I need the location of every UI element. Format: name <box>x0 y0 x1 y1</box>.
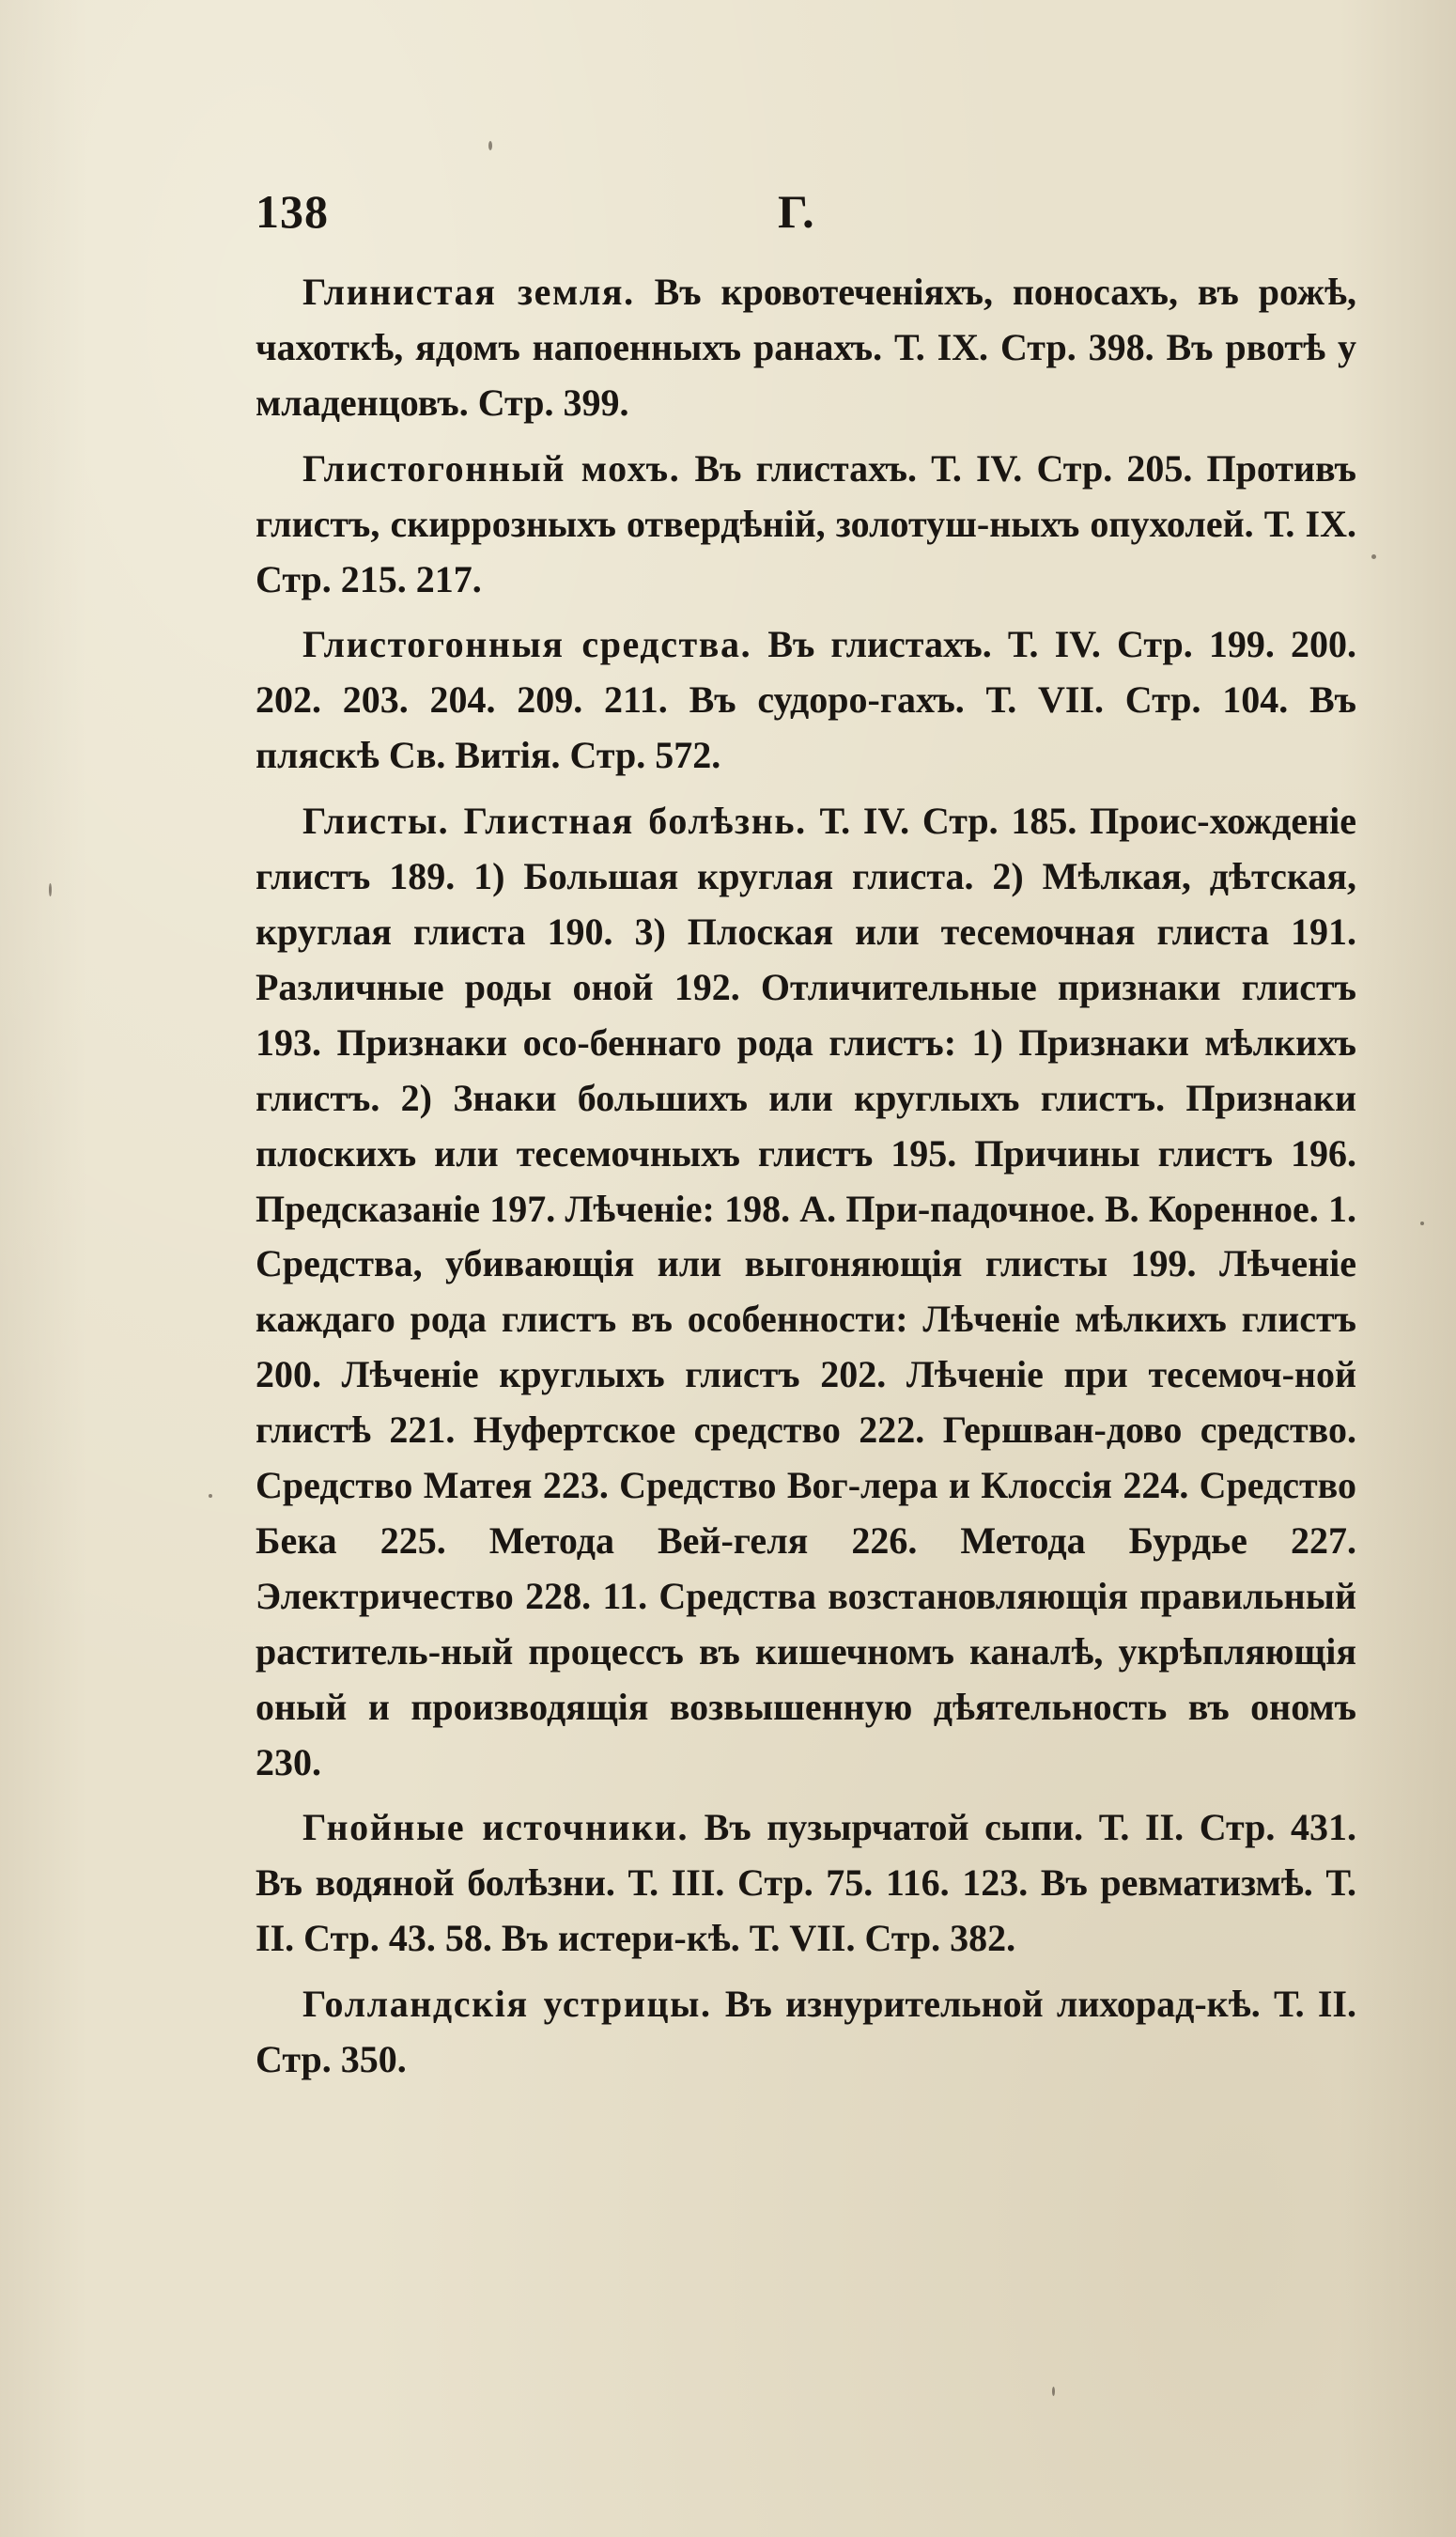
index-entry <box>256 617 1356 784</box>
index-entry <box>256 1977 1356 2088</box>
entry-text: Въ глистахъ. Т. IV. Стр. 205. Противъ глистъ, скиррозныхъ отвердѣній, золотуш-ныхъ опухолей. Т. IX. Стр. 215. 217. <box>256 446 1356 600</box>
index-entry <box>256 442 1356 608</box>
paper-speck <box>1420 1222 1424 1225</box>
entry-text: Въ кровотеченіяхъ, поносахъ, въ рожѣ, чахоткѣ, ядомъ напоенныхъ ранахъ. Т. IX. Стр. 398. Въ рвотѣ у младенцовъ. Стр. 399. <box>256 271 1356 424</box>
paper-speck <box>209 1494 212 1498</box>
paper-speck <box>49 883 52 896</box>
entry-headword: Глистогонный мохъ. <box>302 446 681 490</box>
page-number: 138 <box>256 185 329 238</box>
entry-headword: Гнойные источники. <box>302 1806 689 1849</box>
entry-headword: Глисты. Глистная болѣзнь. <box>302 800 807 843</box>
running-head <box>256 184 1364 250</box>
paper-speck <box>488 141 492 150</box>
section-letter: Г. <box>778 185 814 238</box>
entry-headword: Глистогонныя средства. <box>302 623 752 666</box>
entry-headword: Голландскія устрицы. <box>302 1983 712 2026</box>
entry-text: Въ пузырчатой сыпи. Т. II. Стр. 431. Въ водяной болѣзни. Т. III. Стр. 75. 116. 123. Въ ревматизмѣ. Т. II. Стр. 43. 58. Въ истери-кѣ. Т. VII. Стр. 382. <box>256 1806 1357 1960</box>
paper-speck <box>1052 2387 1055 2396</box>
entry-text: Т. IV. Стр. 185. Проис-хожденіе глистъ 189. 1) Большая круглая глиста. 2) Мѣлкая, дѣтская, круглая глиста 190. 3) Плоская или тесемочная глиста 191. Различные роды оной 192. Отличительные признаки глистъ 193. Признаки осо-беннаго рода глистъ: 1) Признаки мѣлкихъ глистъ. 2) Знаки большихъ или круглыхъ глистъ. Признаки плоскихъ или тесемочныхъ глистъ 195. Причины глистъ 196. Предсказаніе 197. Лѣченіе: 198. А. При-падочное. В. Коренное. 1. Средства, убивающія или выгоняющія глисты 199. Лѣченіе каждаго рода глистъ въ особенности: Лѣченіе мѣлкихъ глистъ 200. Лѣченіе круглыхъ глистъ 202. Лѣченіе при тесемоч-ной глистѣ 221. Нуфертское средство 222. Гершван-дово средство. Средство Матея 223. Средство Вог-лера и Клоссія 224. Средство Бека 225. Метода Вей-геля 226. Метода Бурдье 227. Электричество 228. 11. Средства возстановляющія правильный раститель-ный процессъ въ кишечномъ каналѣ, укрѣпляющія оный и производящія возвышенную дѣятельность въ ономъ 230. <box>256 800 1356 1783</box>
entry-headword: Глинистая земля. <box>302 271 635 313</box>
paper-speck <box>1371 554 1376 559</box>
index-entry <box>256 265 1356 431</box>
entry-text: Въ глистахъ. Т. IV. Стр. 199. 200. 202. 203. 204. 209. 211. Въ судоро-гахъ. Т. VII. Стр. 104. Въ пляскѣ Св. Витія. Стр. 572. <box>256 623 1356 777</box>
entry-text: Въ изнурительной лихорад-кѣ. Т. II. Стр. 350. <box>256 1983 1356 2081</box>
index-entries <box>256 265 1356 2088</box>
index-entry <box>256 1800 1356 1967</box>
index-entry <box>256 794 1356 1790</box>
